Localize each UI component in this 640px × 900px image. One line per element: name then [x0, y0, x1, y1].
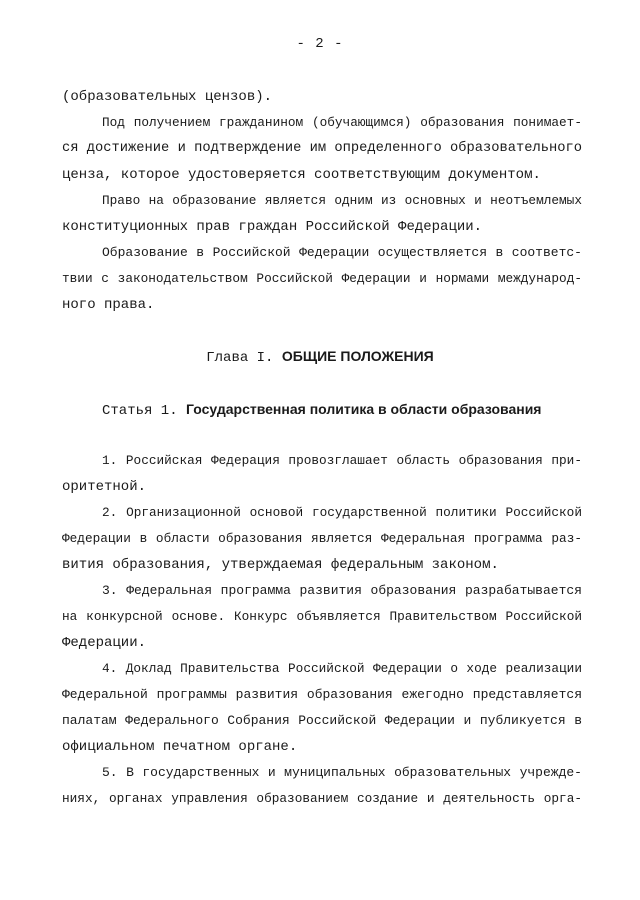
chapter-heading	[0, 347, 640, 367]
intro-tail-line: (образовательных цензов).	[62, 89, 273, 105]
item-1-line-2: оритетной.	[62, 479, 147, 495]
article-heading	[102, 400, 582, 420]
article-prefix: Статья 1.	[102, 403, 178, 419]
item-5-line-1: 5. В государственных и муниципальных образовательных учрежде-	[102, 765, 582, 780]
item-4-line-4: официальном печатном органе.	[62, 739, 298, 755]
para3-line-1: Образование в Российской Федерации осуществляется в соответс-	[102, 245, 582, 260]
item-3-line-3: Федерации.	[62, 635, 147, 651]
item-3-line-1: 3. Федеральная программа развития образования разрабатывается	[102, 583, 582, 598]
chapter-prefix: Глава I.	[206, 350, 274, 366]
para3-line-3: ного права.	[62, 297, 155, 313]
item-3-line-2: на конкурсной основе. Конкурс объявляется Правительством Российской	[62, 609, 582, 624]
item-4-line-2: Федеральной программы развития образования ежегодно представляется	[62, 687, 582, 702]
para3-line-2: твии с законодательством Российской Федерации и нормами международ-	[62, 271, 582, 286]
item-2-line-1: 2. Организационной основой государственной политики Российской	[102, 505, 582, 520]
item-5-line-2: ниях, органах управления образованием создание и деятельность орга-	[62, 791, 582, 806]
item-2-line-3: вития образования, утверждаемая федеральным законом.	[62, 557, 499, 573]
para1-line-3: ценза, которое удостоверяется соответствующим документом.	[62, 167, 541, 183]
item-1-line-1: 1. Российская Федерация провозглашает область образования при-	[102, 453, 582, 468]
para1-line-1: Под получением гражданином (обучающимся) образования понимает-	[102, 115, 582, 130]
item-4-line-1: 4. Доклад Правительства Российской Федерации о ходе реализации	[102, 661, 582, 676]
article-title: Государственная политика в области образования	[186, 401, 542, 417]
item-2-line-2: Федерации в области образования является Федеральная программа раз-	[62, 531, 582, 546]
item-4-line-3: палатам Федерального Собрания Российской Федерации и публикуется в	[62, 713, 582, 728]
chapter-title: ОБЩИЕ ПОЛОЖЕНИЯ	[281, 348, 434, 364]
para2-line-2: конституционных прав граждан Российской Федерации.	[62, 219, 483, 235]
para1-line-2: ся достижение и подтверждение им определенного образовательного	[62, 141, 582, 156]
para2-line-1: Право на образование является одним из основных и неотъемлемых	[102, 193, 582, 208]
page-number: - 2 -	[296, 36, 344, 52]
